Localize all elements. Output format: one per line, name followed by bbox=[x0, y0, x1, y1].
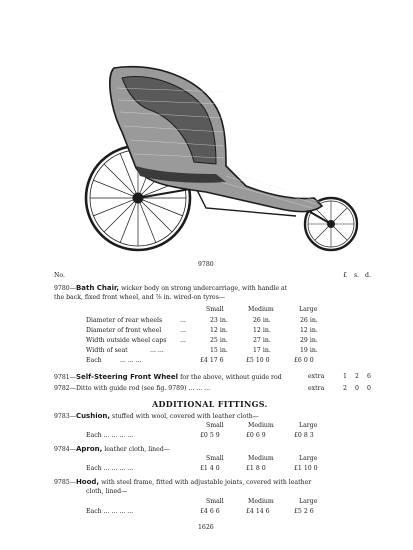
figure-caption: 9780 bbox=[198, 261, 214, 268]
apron-entry: 9784—Apron, leather cloth, lined— bbox=[54, 445, 170, 453]
extra-label: extra bbox=[308, 385, 325, 392]
item-description-cont: the back, fixed front wheel, and ⅞ in. wired-on tyres— bbox=[54, 294, 226, 301]
price-medium: £1 8 0 bbox=[246, 465, 266, 472]
item-description: for the above, without guide rod bbox=[180, 374, 282, 381]
spec-small: 12 in. bbox=[210, 327, 228, 334]
price-medium: £0 6 9 bbox=[246, 432, 266, 439]
price-shillings: 0 bbox=[355, 385, 359, 392]
spec-medium: 17 in. bbox=[253, 347, 271, 354]
section-heading: ADDITIONAL FITTINGS. bbox=[152, 399, 268, 409]
hood-entry: 9785—Hood, with steel frame, fitted with adjustable joints, covered with leather bbox=[54, 478, 312, 486]
each-label: Each ... ... ... ... bbox=[86, 432, 134, 439]
each-label: Each ... ... ... ... bbox=[86, 465, 134, 472]
spec-medium: 12 in. bbox=[253, 327, 271, 334]
item-description: stuffed with wool, covered with leather cloth— bbox=[112, 413, 259, 420]
spec-label: Diameter of front wheel bbox=[86, 327, 162, 334]
price-small: £4 6 6 bbox=[200, 508, 220, 515]
price-pence: 0 bbox=[367, 385, 371, 392]
spec-large: 26 in. bbox=[300, 317, 318, 324]
item-number: 9782 bbox=[54, 385, 70, 392]
spec-small: 25 in. bbox=[210, 337, 228, 344]
price-large: £1 10 0 bbox=[294, 465, 318, 472]
cushion-entry: 9783—Cushion, stuffed with wool, covered with leather cloth— bbox=[54, 412, 259, 420]
item-number: 9781 bbox=[54, 374, 70, 381]
col-large: Large bbox=[299, 498, 318, 505]
spec-label: Width outside wheel caps bbox=[86, 337, 167, 344]
spec-large: 12 in. bbox=[300, 327, 318, 334]
price-medium: £5 10 0 bbox=[246, 357, 270, 364]
col-large: Large bbox=[299, 422, 318, 429]
price-pence: 6 bbox=[367, 373, 371, 380]
leader-dots: ... bbox=[180, 317, 186, 324]
spec-large: 19 in. bbox=[300, 347, 318, 354]
price-large: £5 2 6 bbox=[294, 508, 314, 515]
catalogue-page bbox=[20, 22, 393, 532]
each-label: Each ... ... ... ... bbox=[86, 508, 134, 515]
col-small: Small bbox=[206, 422, 224, 429]
price-small: £0 5 9 bbox=[200, 432, 220, 439]
wicker-body bbox=[110, 67, 322, 212]
column-no-label: No. bbox=[54, 272, 65, 279]
price-large: £0 8 3 bbox=[294, 432, 314, 439]
bath-chair-illustration bbox=[76, 48, 366, 258]
item-title: Apron, bbox=[75, 445, 103, 453]
extra-label: extra bbox=[308, 373, 325, 380]
item-description: wicker body on strong undercarriage, with handle at bbox=[121, 285, 288, 292]
price-medium: £4 14 6 bbox=[246, 508, 270, 515]
col-medium: Medium bbox=[248, 455, 274, 462]
pounds-label: £ bbox=[343, 272, 347, 279]
ditto-entry bbox=[54, 386, 210, 392]
col-small: Small bbox=[206, 455, 224, 462]
item-number: 9783 bbox=[54, 413, 70, 420]
pence-label: d. bbox=[365, 272, 371, 279]
col-large: Large bbox=[299, 455, 318, 462]
item-title: Hood, bbox=[75, 478, 100, 486]
col-small: Small bbox=[206, 498, 224, 505]
spec-label: Diameter of rear wheels bbox=[86, 317, 163, 324]
item-title: Self-Steering Front Wheel bbox=[75, 373, 179, 381]
shillings-label: s. bbox=[354, 272, 360, 279]
col-medium: Medium bbox=[248, 306, 274, 313]
item-description: —Ditto with guide rod (see fig. 9789) ... ... ... bbox=[69, 385, 211, 392]
col-small: Small bbox=[206, 306, 224, 313]
spec-medium: 27 in. bbox=[253, 337, 271, 344]
price-shillings: 2 bbox=[355, 373, 359, 380]
self-steering-entry: 9781—Self-Steering Front Wheel for the above, without guide rod bbox=[54, 373, 282, 381]
item-title: Cushion, bbox=[75, 412, 111, 420]
item-description: leather cloth, lined— bbox=[104, 446, 170, 453]
col-medium: Medium bbox=[248, 422, 274, 429]
page-number: 1626 bbox=[198, 524, 214, 531]
spec-label: Width of seat bbox=[86, 347, 128, 354]
item-number: 9784 bbox=[54, 446, 70, 453]
price-pounds: 1 bbox=[343, 373, 347, 380]
spec-label: Each bbox=[86, 357, 102, 364]
col-large: Large bbox=[299, 306, 318, 313]
item-description: with steel frame, fitted with adjustable joints, covered with leather bbox=[101, 479, 312, 486]
price-pounds: 2 bbox=[343, 385, 347, 392]
spec-small: 23 in. bbox=[210, 317, 228, 324]
item-description-cont: cloth, lined— bbox=[86, 488, 128, 495]
col-medium: Medium bbox=[248, 498, 274, 505]
leader-dots: ... ... ... bbox=[120, 357, 142, 364]
leader-dots: ... bbox=[180, 327, 186, 334]
leader-dots: ... bbox=[180, 337, 186, 344]
bath-chair-entry: 9780—Bath Chair, wicker body on strong undercarriage, with handle at bbox=[54, 284, 288, 292]
item-number: 9780 bbox=[54, 285, 70, 292]
item-title: Bath Chair, bbox=[75, 284, 120, 292]
price-small: £4 17 6 bbox=[200, 357, 224, 364]
spec-large: 29 in. bbox=[300, 337, 318, 344]
price-small: £1 4 0 bbox=[200, 465, 220, 472]
spec-small: 15 in. bbox=[210, 347, 228, 354]
leader-dots: ... ... bbox=[150, 347, 164, 354]
spec-medium: 26 in. bbox=[253, 317, 271, 324]
item-number: 9785 bbox=[54, 479, 70, 486]
price-large: £6 0 0 bbox=[294, 357, 314, 364]
